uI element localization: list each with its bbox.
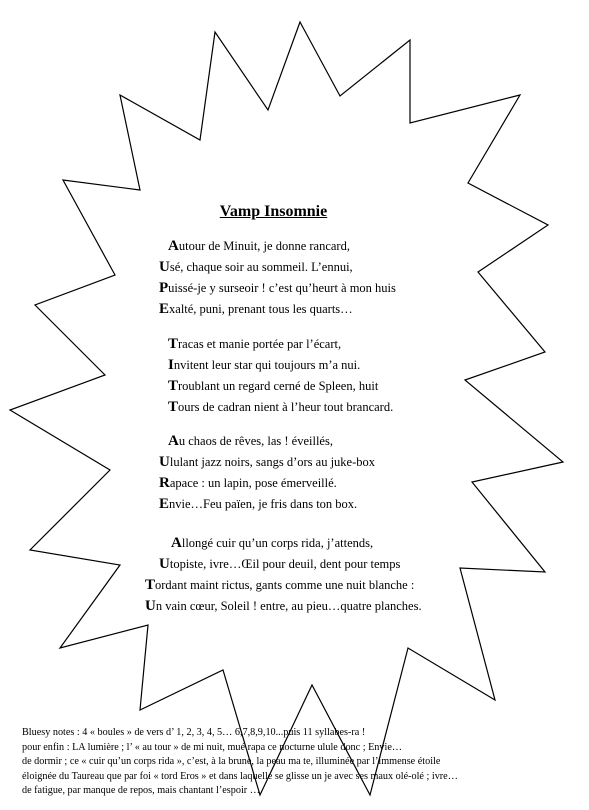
acrostic-initial: U <box>145 598 156 614</box>
acrostic-initial: T <box>168 399 179 415</box>
stanza <box>0 533 422 617</box>
line-text: lulant jazz noirs, sangs d’ors au juke-box <box>169 455 376 469</box>
acrostic-initial: U <box>159 454 170 470</box>
note-line: Bluesy notes : 4 « boules » de vers d’ 1, 2, 3, 4, 5… 6,7,8,9,10...puis 11 syllabes-ra ! <box>22 727 366 738</box>
line-text: xalté, puni, prenant tous les quarts… <box>169 302 353 316</box>
line-text: apace : un lapin, pose émerveillé. <box>169 476 337 490</box>
note-line: de fatigue, par manque de repos, mais chantant l’espoir … <box>22 785 260 796</box>
note-line: éloignée du Taureau que par foi « tord Eros » et dans laquelle se glisse un je avec ses maux olé-olé ; ivre… <box>22 770 458 782</box>
poem-line <box>0 299 396 320</box>
poem-line <box>0 355 393 376</box>
acrostic-initial: A <box>168 433 179 449</box>
poem-line <box>0 533 422 554</box>
line-text: u chaos de rêves, las ! éveillés, <box>178 434 333 448</box>
poem-line <box>0 278 396 299</box>
stanza <box>0 236 396 320</box>
line-text: utour de Minuit, je donne rancard, <box>178 239 350 253</box>
stanza <box>0 334 393 418</box>
poem-line <box>0 473 375 494</box>
note-line: pour enfin : LA lumière ; l’ « au tour » de mi nuit, mué rapa ce nocturne ulule donc ; Envie… <box>22 741 403 753</box>
acrostic-initial: A <box>171 535 182 551</box>
acrostic-initial: T <box>145 577 156 593</box>
line-text: llongé cuir qu’un corps rida, j’attends, <box>181 536 374 550</box>
line-text: topiste, ivre…Œil pour deuil, dent pour temps <box>169 557 401 571</box>
line-text: ours de cadran nient à l’heur tout brancard. <box>178 400 394 414</box>
poem-line <box>0 334 393 355</box>
acrostic-initial: T <box>168 336 179 352</box>
stanza <box>0 431 375 515</box>
acrostic-initial: U <box>159 259 170 275</box>
acrostic-initial: A <box>168 238 179 254</box>
acrostic-initial: P <box>159 280 169 296</box>
poem-line <box>0 452 375 473</box>
line-text: roublant un regard cerné de Spleen, huit <box>178 379 379 393</box>
acrostic-initial: R <box>159 475 170 491</box>
poem-line <box>0 494 375 515</box>
acrostic-initial: T <box>168 378 179 394</box>
line-text: ordant maint rictus, gants comme une nuit blanche : <box>155 578 415 592</box>
poem-title: Vamp Insomnie <box>219 203 328 220</box>
poem-line <box>0 575 422 596</box>
poem-line <box>0 376 393 397</box>
acrostic-initial: I <box>168 357 174 373</box>
acrostic-initial: U <box>159 556 170 572</box>
poem-line <box>0 554 422 575</box>
poem-line <box>0 397 393 418</box>
poem-line <box>0 431 375 452</box>
line-text: uissé-je y surseoir ! c’est qu’heurt à mon huis <box>168 281 396 295</box>
footnotes <box>22 726 570 799</box>
poem-line <box>0 257 396 278</box>
note-line: de dormir ; ce « cuir qu’un corps rida », c’est, à la brune, la peau ma te, illuminée par l’immense étoile <box>22 756 441 767</box>
line-text: n vain cœur, Soleil ! entre, au pieu…quatre planches. <box>155 599 422 613</box>
line-text: nvie…Feu païen, je fris dans ton box. <box>169 497 358 511</box>
acrostic-initial: E <box>159 301 170 317</box>
poem-line <box>0 236 396 257</box>
acrostic-initial: E <box>159 496 170 512</box>
line-text: sé, chaque soir au sommeil. L’ennui, <box>169 260 353 274</box>
line-text: racas et manie portée par l’écart, <box>178 337 342 351</box>
poem-line <box>0 596 422 617</box>
line-text: nvitent leur star qui toujours m’a nui. <box>173 358 361 372</box>
